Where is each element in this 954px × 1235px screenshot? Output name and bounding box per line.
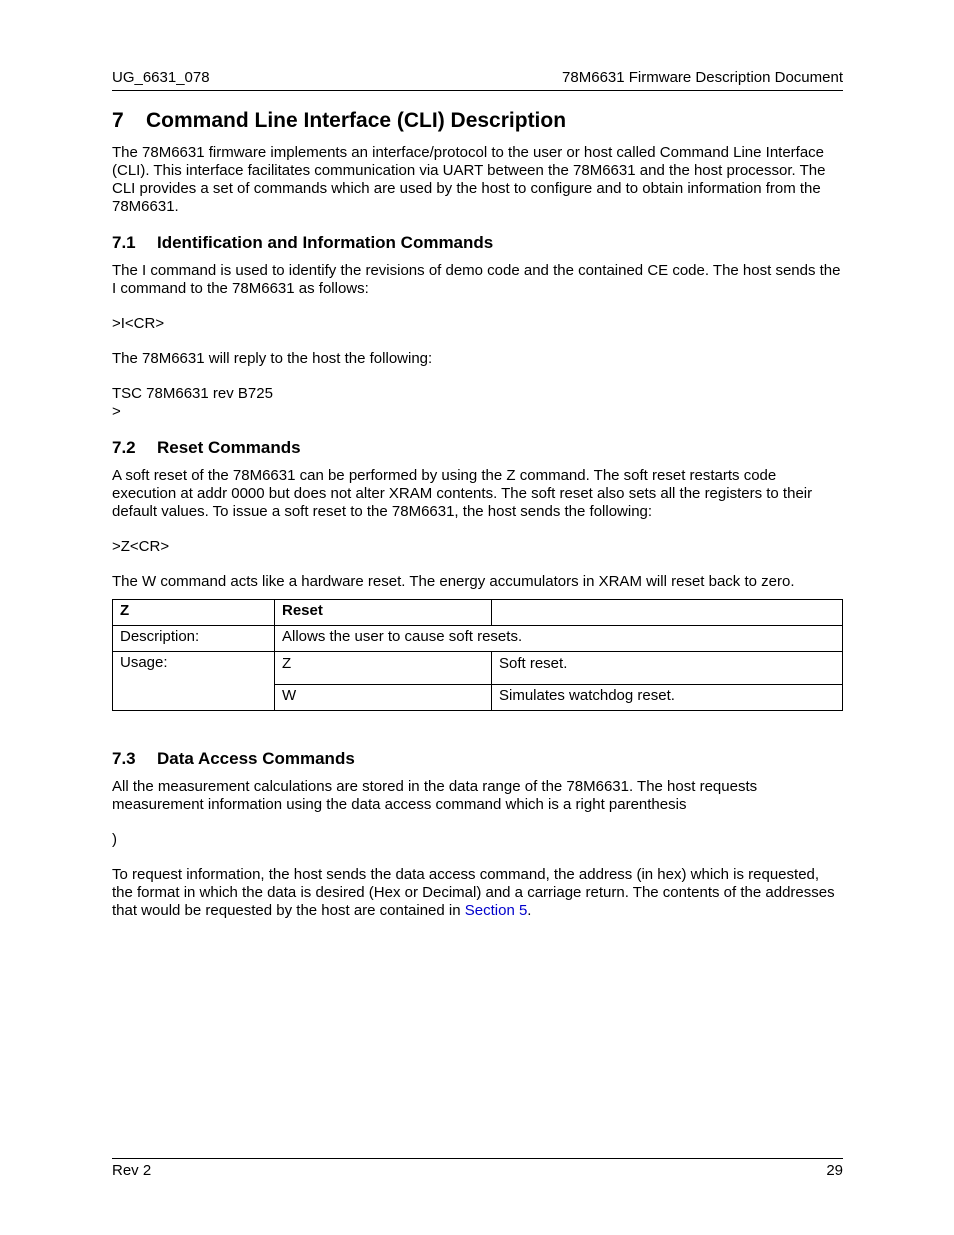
section-7-1-para2: The 78M6631 will reply to the host the following: — [112, 350, 433, 367]
description-label: Description: — [113, 626, 275, 652]
page-number: 29 — [826, 1162, 843, 1179]
table-head-name: Reset — [275, 600, 492, 626]
page-footer — [112, 1158, 843, 1179]
section-7-1-heading: 7.1 Identification and Information Commands — [112, 233, 494, 252]
section-7-2-para2: The W command acts like a hardware reset. The energy accumulators in XRAM will reset back to zero. — [112, 573, 795, 590]
reset-command: >Z<CR> — [112, 538, 170, 555]
section-7-intro: The 78M6631 firmware implements an interface/protocol to the user or host called Command Line Interface (CLI). This interface facilitates communication via UART between the 78M6631 and the host processor. The CLI provides a set of commands which are used by the host to configure and to obtain information from the 78M6631. — [112, 144, 826, 215]
section-7-2-para1: A soft reset of the 78M6631 can be performed by using the Z command. The soft reset restarts code execution at addr 0000 but does not alter XRAM contents. The soft reset also sets all the registers to their default values. To issue a soft reset to the 78M6631, the host sends the following: — [112, 467, 813, 520]
section-7-3-heading: 7.3 Data Access Commands — [112, 749, 355, 768]
usage-label: Usage: — [113, 652, 275, 711]
table-head-command: Z — [113, 600, 275, 626]
usage-command: W — [275, 685, 492, 711]
reply-line-1: TSC 78M6631 rev B725 — [112, 385, 273, 402]
usage-meaning: Soft reset. — [492, 652, 843, 685]
revision: Rev 2 — [112, 1162, 152, 1179]
table-head-empty — [492, 600, 843, 626]
table-row — [113, 652, 843, 685]
reset-command-table — [112, 599, 843, 711]
section-7-2-heading: 7.2 Reset Commands — [112, 438, 301, 457]
reply-line-2: > — [112, 403, 121, 420]
description-value: Allows the user to cause soft resets. — [275, 626, 843, 652]
page-content — [112, 108, 843, 937]
section-7-1-para1: The I command is used to identify the revisions of demo code and the contained CE code. The host sends the I command to the 78M6631 as follows: — [112, 262, 841, 297]
table-row — [113, 600, 843, 626]
section-5-link[interactable]: Section 5 — [464, 902, 528, 919]
usage-command: Z — [275, 652, 492, 685]
page-header — [112, 69, 843, 91]
data-access-command: ) — [112, 831, 117, 848]
identify-command: >I<CR> — [112, 315, 165, 332]
table-row — [113, 626, 843, 652]
document-id: UG_6631_078 — [112, 69, 210, 86]
section-7-3-para2: To request information, the host sends the data access command, the address (in hex) which is requested, the format in which the data is desired (Hex or Decimal) and a carriage return. The contents of the addresses that would be requested by the host are contained in Section 5. — [112, 866, 835, 919]
section-7-3-para1: All the measurement calculations are stored in the data range of the 78M6631. The host requests measurement information using the data access command which is a right parenthesis — [112, 778, 758, 813]
section-7-heading: 7 Command Line Interface (CLI) Description — [112, 109, 567, 132]
usage-meaning: Simulates watchdog reset. — [492, 685, 843, 711]
document-title: 78M6631 Firmware Description Document — [562, 69, 843, 86]
